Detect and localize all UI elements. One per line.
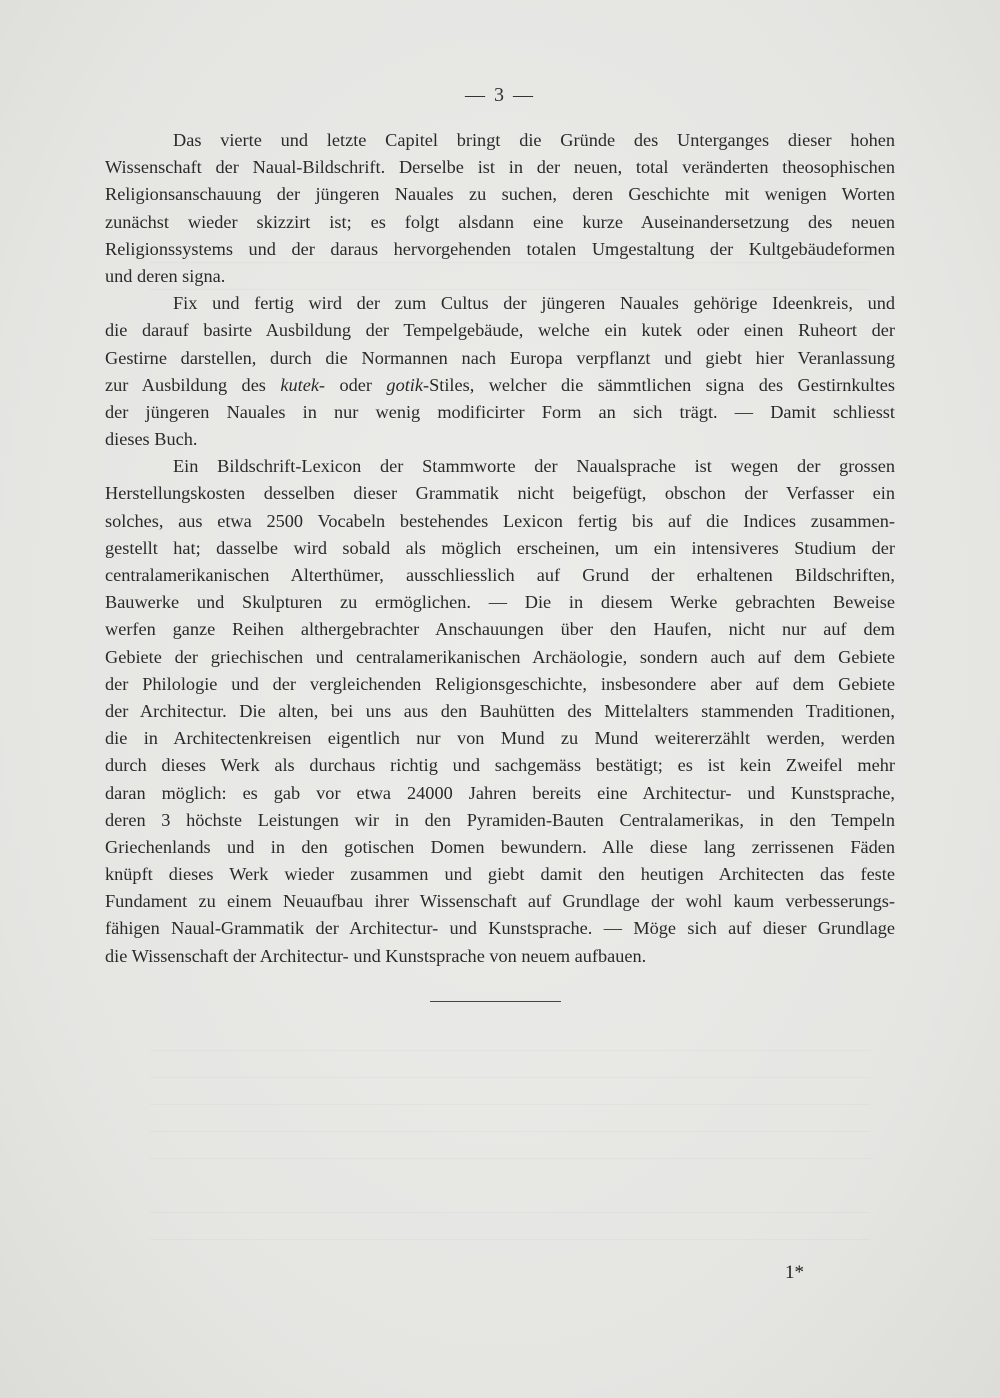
text-line: Religionsanschauung der jüngeren Nauales zu suchen, deren Geschichte mit wenigen Worten <box>105 184 895 205</box>
show-through-line <box>150 1212 870 1213</box>
section-divider <box>430 1001 561 1002</box>
text-line: Fundament zu einem Neuaufbau ihrer Wissenschaft auf Grundlage der wohl kaum verbesserungs- <box>105 891 895 912</box>
text-line: der Architectur. Die alten, bei uns aus den Bauhütten des Mittelalters stammenden Traditionen, <box>105 700 895 721</box>
text-line: Herstellungskosten desselben dieser Grammatik nicht beigefügt, obschon der Verfasser ein <box>105 483 895 504</box>
show-through-line <box>150 1239 870 1240</box>
signature-mark: 1* <box>785 1262 804 1283</box>
text-line: Das vierte und letzte Capitel bringt die Gründe des Unterganges dieser hohen <box>173 130 895 150</box>
text-line: solches, aus etwa 2500 Vocabeln bestehendes Lexicon fertig bis auf die Indices zusammen- <box>105 510 895 531</box>
text-line: zur Ausbildung des kutek- oder gotik-Stiles, welcher die sämmtlichen signa des Gestirnkultes <box>105 374 896 395</box>
text-line: die darauf basirte Ausbildung der Tempelgebäude, welche ein kutek oder einen Ruheort der <box>105 320 895 341</box>
text-line: Fix und fertig wird der zum Cultus der jüngeren Nauales gehörige Ideenkreis, und <box>173 293 895 314</box>
text-line: werfen ganze Reihen althergebrachter Anschauungen über den Haufen, nicht nur auf dem <box>105 619 895 640</box>
text-line: centralamerikanischen Alterthümer, ausschliesslich auf Grund der erhaltenen Bildschriften, <box>105 565 895 585</box>
page-number: — 3 — <box>465 84 535 106</box>
show-through-line <box>150 1104 870 1105</box>
text-line: Religionssystems und der daraus hervorgehenden totalen Umgestaltung der Kultgebäudeformen <box>105 238 895 259</box>
text-line: Wissenschaft der Naual-Bildschrift. Derselbe ist in der neuen, total veränderten theosophischen <box>105 157 895 178</box>
show-through-line <box>150 1077 870 1078</box>
text-line: daran möglich: es gab vor etwa 24000 Jahren bereits eine Architectur- und Kunstsprache, <box>105 782 895 803</box>
text-line: fähigen Naual-Grammatik der Architectur- und Kunstsprache. — Möge sich auf dieser Grundlage <box>105 918 895 939</box>
italic-term: kutek- <box>280 374 326 395</box>
show-through-line <box>150 1131 870 1132</box>
italic-term: gotik- <box>386 374 430 395</box>
text-line: die in Architectenkreisen eigentlich nur von Mund zu Mund weitererzählt werden, werden <box>105 728 895 749</box>
text-line: Gebiete der griechischen und centralamerikanischen Archäologie, sondern auch auf dem Gebiete <box>105 646 895 667</box>
paragraph-1 <box>105 127 895 290</box>
text-line: gestellt hat; dasselbe wird sobald als möglich erscheinen, um ein intensiveres Studium der <box>105 537 895 558</box>
paragraph-2 <box>105 290 895 453</box>
show-through-line <box>150 1158 870 1159</box>
text-line: Griechenlands und in den gotischen Domen bewundern. Alle diese lang zerrissenen Fäden <box>105 836 895 857</box>
text-line: Gestirne darstellen, durch die Normannen nach Europa verpflanzt und giebt hier Veranlassung <box>105 347 895 368</box>
text-line: die Wissenschaft der Architectur- und Kunstsprache von neuem aufbauen. <box>105 945 647 966</box>
text-line: der Philologie und der vergleichenden Religionsgeschichte, insbesondere aber auf dem Gebiete <box>105 673 895 694</box>
text-line: Ein Bildschrift-Lexicon der Stammworte der Naualsprache ist wegen der grossen <box>173 456 895 477</box>
text-line: Bauwerke und Skulpturen zu ermöglichen. — Die in diesem Werke gebrachten Beweise <box>105 592 895 613</box>
text-line: durch dieses Werk als durchaus richtig und sachgemäss bestätigt; es ist kein Zweifel mehr <box>105 755 895 776</box>
body-text <box>105 127 895 970</box>
text-line: und deren signa. <box>105 265 226 286</box>
paragraph-3 <box>105 453 895 970</box>
text-line: zunächst wieder skizzirt ist; es folgt alsdann eine kurze Auseinandersetzung des neuen <box>105 211 895 232</box>
text-line: knüpft dieses Werk wieder zusammen und giebt damit den heutigen Architecten das feste <box>105 864 895 885</box>
text-line: der jüngeren Nauales in nur wenig modificirter Form an sich trägt. — Damit schliesst <box>105 401 895 422</box>
text-line: deren 3 höchste Leistungen wir in den Pyramiden-Bauten Centralamerikas, in den Tempeln <box>105 809 895 830</box>
show-through-line <box>150 1050 870 1051</box>
text-line: dieses Buch. <box>105 429 198 450</box>
